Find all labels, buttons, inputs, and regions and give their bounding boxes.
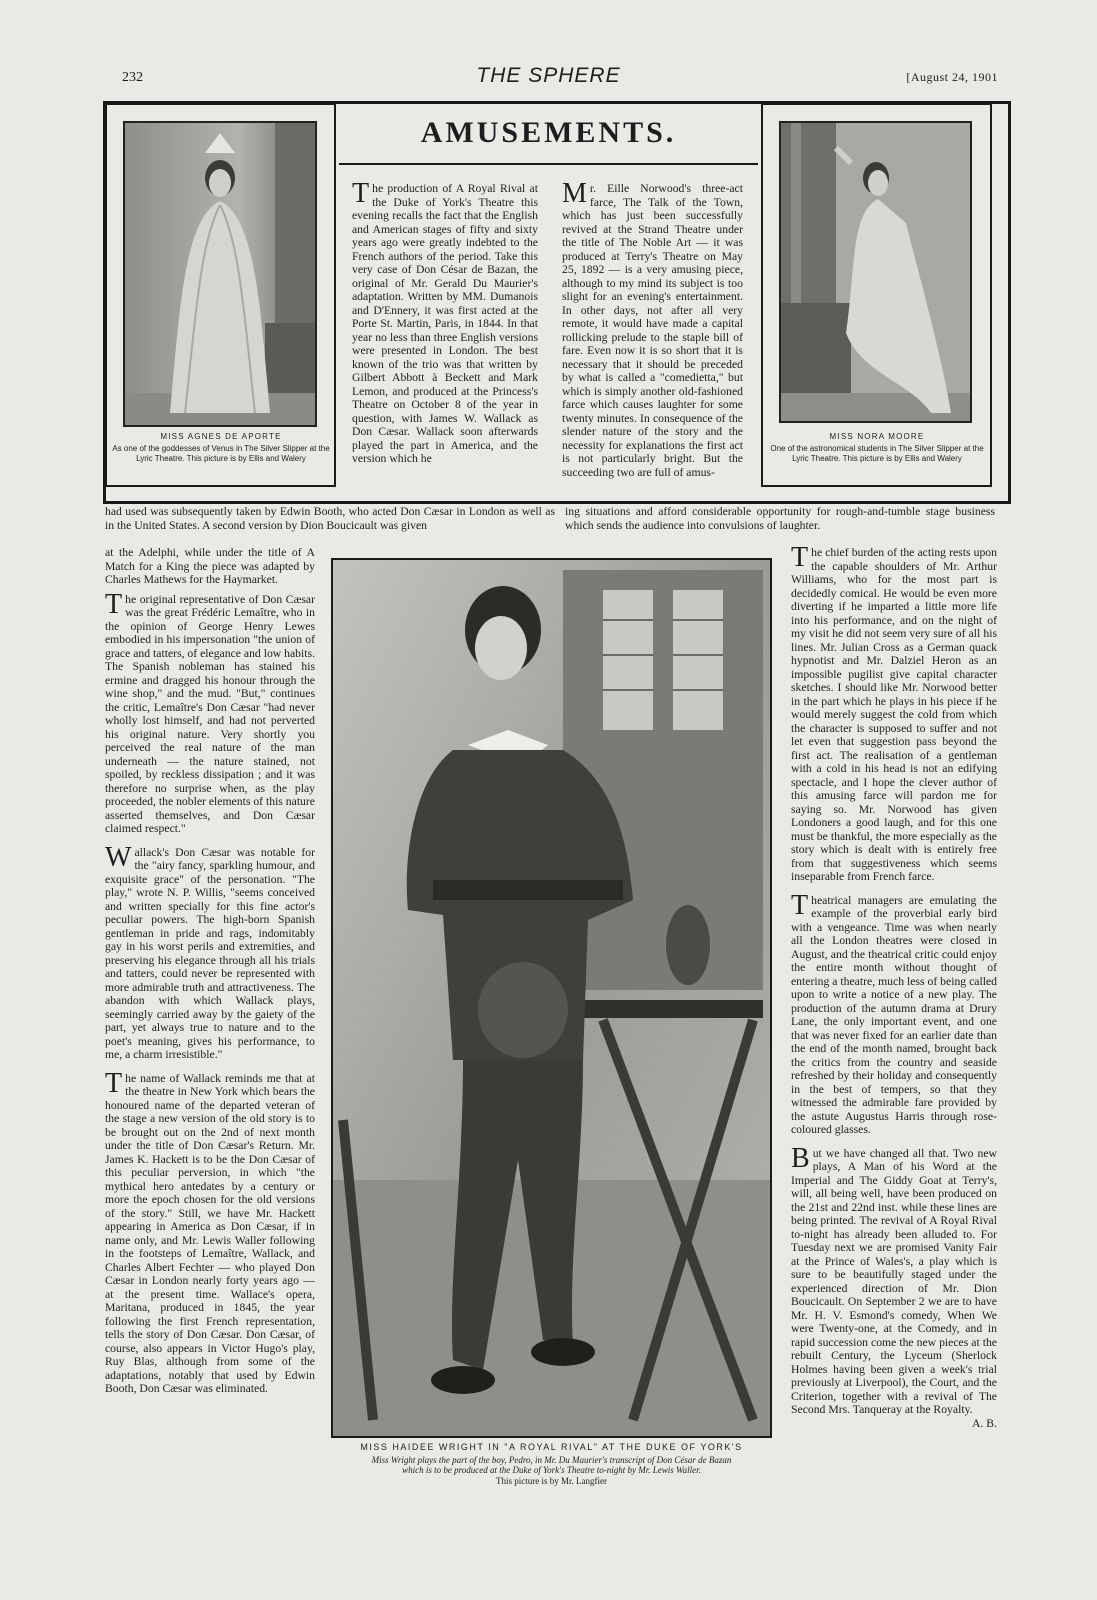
article-paragraph: Mr. Eille Norwood's three-act farce, The Talk of the Town, which has just been successfully revived at the Strand Theatre under the title of The Noble Art — it was produced at Terry's Theatre on May 25, 1892 — is a very amusing piece, although to my mind its subject is too slight for an evening's entertainment. In other days, not after all very remote, it would have made a capital rollicking prelude to the staple bill of fare. Even now it is so short that it is necessary that it should be preceded by what is called a "comedietta," but which is simply another old-fashioned farce which causes laughter for some twenty minutes. In consequence of the slender nature of the story and the necessity for explanations the first act is not particularly bright. But the succeeding two are full of amus- xyxy=(562,178,743,479)
left-caption-text: As one of the goddesses of Venus in The Silver Slipper at the Lyric Theatre. This picture is by Ellis and Walery xyxy=(112,444,330,463)
article-paragraph: The production of A Royal Rival at the Duke of York's Theatre this evening recalls the fact that the English and American stages of fifty and sixty years ago were greatly indebted to the French authors of the period. Take this very case of Don César de Bazan, the original of Mr. Gerald Du Maurier's adaptation. Written by MM. Dumanois and D'Ennery, it was first acted at the Porte St. Martin, Paris, in 1844. In that year no less than three English versions were presented in London. The best known of the trio was that written by Gilbert Abbott à Beckett and Mark Lemon, and produced at the Princess's Theatre on October 8 of the year in question, with James W. Wallack as Don Cæsar. Wallack soon afterwards played the part in America, and the version which he xyxy=(352,178,538,465)
left-caption-name: MISS AGNES DE APORTE xyxy=(160,432,282,441)
article-paragraph: at the Adelphi, while under the title of A Match for a King the piece was adapted by Charles Mathews for the Haymarket. xyxy=(105,546,315,586)
title-rule xyxy=(339,163,758,165)
author-signature: A. B. xyxy=(971,1416,997,1430)
left-photo xyxy=(123,121,317,427)
left-column xyxy=(105,546,315,1406)
article-column-a xyxy=(352,178,538,476)
article-column-b xyxy=(562,178,743,489)
article-span-right: ing situations and afford considerable opportunity for rough-and-tumble stage business which sends the audience into convulsions of laughter. xyxy=(565,505,995,532)
portrait-woman-column-image xyxy=(781,123,970,421)
right-caption-text: One of the astronomical students in The Silver Slipper at the Lyric Theatre. This picture is by Ellis and Walery xyxy=(770,444,984,463)
issue-date: [August 24, 1901 xyxy=(906,70,998,84)
main-photo-frame xyxy=(331,558,772,1438)
right-caption-name: MISS NORA MOORE xyxy=(829,432,925,441)
masthead: THE SPHERE xyxy=(476,64,621,87)
main-caption-credit: This picture is by Mr. Langfier xyxy=(496,1475,607,1486)
right-photo xyxy=(779,121,972,423)
right-column xyxy=(791,542,997,1430)
main-caption-line: which is to be produced at the Duke of York's Theatre to-night by Mr. Lewis Waller. xyxy=(402,1465,701,1475)
article-paragraph: The name of Wallack reminds me that at the theatre in New York which bears the honoured name of the departed veteran of the stage a new version of the old story is to be brought out on the 2nd of next month under the title of Don Cæsar's Return. Mr. James K. Hackett is to be the Don Cæsar of this peculiar perversion, in which "the mythical hero antedates by a century or more the epoch chosen for the old versions of the story." Still, we have Mr. Hackett appearing in America as Don Cæsar, if in name only, and Mr. Lewis Waller following in the footsteps of Lemaître, Wallack, and Charles Albert Fechter — who played Don Cæsar in London nearly forty years ago — at the present time. Wallace's opera, Maritana, produced in 1845, the year following the first French representation, tells the story of Don Cæsar. Don Cæsar, of course, also appears in Victor Hugo's play, Ruy Blas, although from some of the adaptations, notably that used by Edwin Booth, Don Cæsar was eliminated. xyxy=(105,1067,315,1395)
main-photo-caption xyxy=(331,1442,772,1486)
article-paragraph: The original representative of Don Cæsar was the great Frédéric Lemaître, who in the opinion of George Henry Lewes embodied in his impersonation "the union of grace and tatters, of elegance and low habits. The Spanish nobleman has stained his ermine and dragged his honour through the wine shop," and the mud. "But," continues the critic, Lemaître's Don Cæsar "had never wholly lost himself, and had not perverted his original nature. Very shortly you perceived the real nature of the man underneath — the nature stained, not spoiled, by reckless dissipation ; and it was therefore no surprise when, as the play proceeded, the nobler elements of this nature asserted themselves, and Don Cæsar claimed respect." xyxy=(105,588,315,835)
article-paragraph: Theatrical managers are emulating the example of the proverbial early bird with a vengeance. Time was when nearly all the London theatres were closed in August, and the theatrical critic could enjoy the entire month without thought of entering a theatre, much less of being called upon to write a notice of a new play. The production of the autumn drama at Drury Lane, the only important event, and one that was never fixed for an earlier date than the end of the month named, brought back the critics from the country and seaside refreshed by their holiday and consequently in the best of tempers, so that they witnessed the admirable fare provided by the astute Augustus Harris through rose-coloured glasses. xyxy=(791,889,997,1136)
section-title: AMUSEMENTS. xyxy=(420,116,677,149)
page-number: 232 xyxy=(122,70,143,85)
article-paragraph: But we have changed all that. Two new plays, A Man of his Word at the Imperial and The Giddy Goat at Terry's, will, all being well, have been produced on the 21st and 22nd inst. while these lines are being printed. The revival of A Royal Rival to-night has already been alluded to. For Tuesday next we are promised Vanity Fair at the Prince of Wales's, a play which is sure to be beautifully staged under the experienced direction of Mr. Dion Boucicault. On September 2 we are to have Mr. H. V. Esmond's comedy, When We were Twenty-one, at the Comedy, and in rapid succession come the new pieces at the rebuilt Century, the Lyceum (Sherlock Holmes having been given a week's trial previously at Liverpool), the Court, and the Criterion, together with a revival of The Second Mrs. Tanqueray at the Royalty. xyxy=(791,1142,997,1416)
right-photo-caption xyxy=(767,432,987,464)
main-caption-line: Miss Wright plays the part of the boy, Pedro, in Mr. Du Maurier's transcript of Don César de Bazan xyxy=(371,1454,732,1465)
page-header xyxy=(0,0,1097,100)
portrait-woman-gown-image xyxy=(125,123,315,425)
left-photo-caption xyxy=(111,432,331,464)
article-paragraph: Wallack's Don Cæsar was notable for the "airy fancy, sparkling humour, and exquisite grace" of the personation. "The play," wrote N. P. Willis, "seems conceived and written specially for this fine actor's peculiar powers. The high-born Spanish gentleman in pride and rags, indomitably gay in his worst perils and extremities, and preserving his elegance through all his trials and tatters, could never be represented with more admirable truth and attractiveness. The abandon with which Wallack plays, seemingly carried away by the gaiety of the part, yet always true to nature and to the poet's meaning, gives his performance, to me, a charm irresistible." xyxy=(105,841,315,1061)
article-paragraph: The chief burden of the acting rests upon the capable shoulders of Mr. Arthur Williams, who for the most part is decidedly comical. He would be even more diverting if he imparted a little more life into his performance, and on the night of my visit he did not seem very sure of all his lines. Mr. Julian Cross as a German quack hypnotist and Mr. Dalziel Heron as an impossible pugilist give capital character sketches. I should like Mr. Norwood better in the part which he plays in his piece if he would merely suggest the cold from which the character is supposed to suffer and not let even that suggestion pass beyond the first act. The realisation of a gentleman with a cold in his head is not an edifying spectacle, and I hope the clever author of this amusing farce will pardon me for saying so. Mr. Norwood has given Londoners a good laugh, and for this one must be thankful, the more especially as the story which is dealt with is entirely free from that suggestiveness which seems inseparable from French farce. xyxy=(791,542,997,883)
main-caption-name: MISS HAIDEE WRIGHT IN "A ROYAL RIVAL" AT THE DUKE OF YORK'S xyxy=(360,1442,743,1452)
portrait-haidee-wright-image xyxy=(333,560,770,1436)
article-span-left: had used was subsequently taken by Edwin Booth, who acted Don Cæsar in London as well as in the United States. A second version by Dion Boucicault was given xyxy=(105,505,555,532)
